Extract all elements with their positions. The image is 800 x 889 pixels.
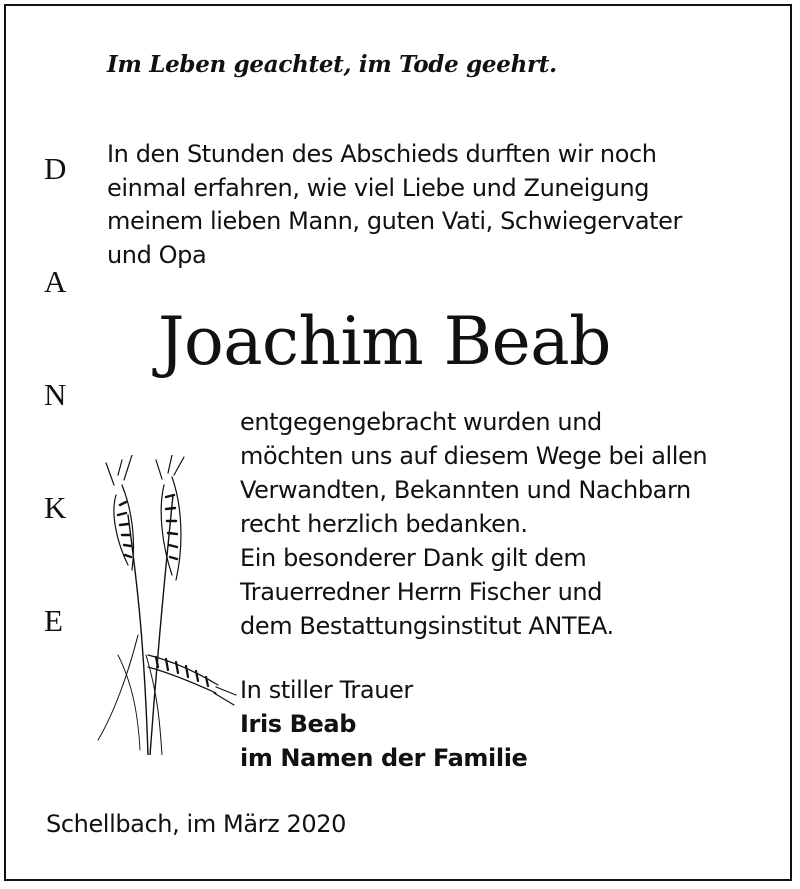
signature-name: Iris Beab	[240, 710, 356, 738]
intro-line: einmal erfahren, wie viel Liebe und Zuneigung	[107, 173, 650, 202]
place-date: Schellbach, im März 2020	[46, 810, 347, 838]
intro-line: und Opa	[107, 240, 207, 269]
body-line: Trauerredner Herrn Fischer und	[240, 578, 603, 606]
body-line: Verwandten, Bekannten und Nachbarn	[240, 476, 691, 504]
danke-vertical	[44, 146, 78, 711]
intro-paragraph	[107, 138, 747, 272]
body-line: recht herzlich bedanken.	[240, 510, 528, 538]
wheat-ears-icon	[88, 455, 238, 755]
body-paragraph	[240, 405, 760, 643]
body-line: entgegengebracht wurden und	[240, 408, 602, 436]
deceased-name: Joachim Beab	[158, 303, 611, 380]
danke-letter-d: D	[44, 151, 67, 186]
motto: Im Leben geachtet, im Tode geehrt.	[107, 51, 557, 78]
danke-letter-n: N	[44, 377, 67, 412]
danke-letter-k: K	[44, 490, 67, 525]
signature-intro: In stiller Trauer	[240, 676, 413, 704]
body-line: dem Bestattungsinstitut ANTEA.	[240, 612, 614, 640]
intro-line: In den Stunden des Abschieds durften wir noch	[107, 140, 657, 168]
signature-block	[240, 673, 527, 775]
danke-letter-e: E	[44, 603, 63, 638]
signature-family: im Namen der Familie	[240, 744, 528, 772]
body-line: Ein besonderer Dank gilt dem	[240, 544, 587, 572]
body-line: möchten uns auf diesem Wege bei allen	[240, 442, 708, 470]
intro-line: meinem lieben Mann, guten Vati, Schwiegervater	[107, 207, 683, 236]
danke-letter-a: A	[44, 264, 67, 299]
